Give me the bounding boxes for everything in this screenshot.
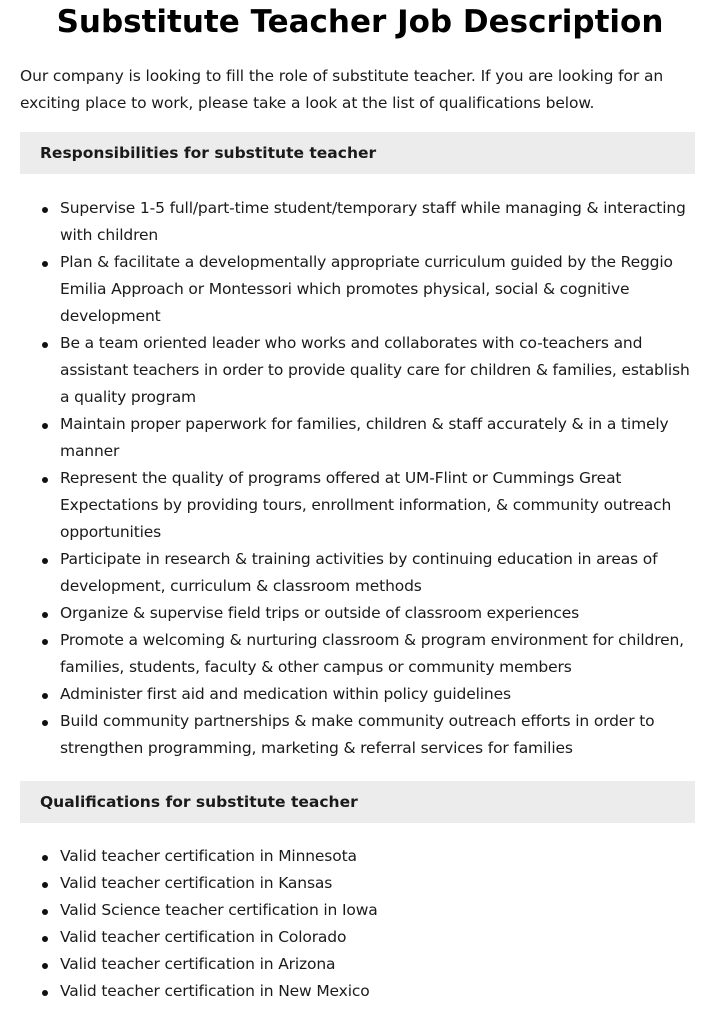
bullet-icon	[42, 720, 48, 726]
list-item-text: Valid Science teacher certification in Iowa	[60, 901, 378, 919]
responsibilities-list	[0, 195, 720, 762]
list-item	[60, 708, 700, 762]
list-item	[60, 897, 700, 924]
list-item-text: Plan & facilitate a developmentally appropriate curriculum guided by the Reggio Emilia Approach or Montessori which promotes physical, social & cognitive development	[60, 253, 673, 325]
list-item	[60, 951, 700, 978]
bullet-icon	[42, 423, 48, 429]
bullet-icon	[42, 342, 48, 348]
list-item	[60, 681, 700, 708]
qualifications-heading: Qualifications for substitute teacher	[20, 781, 695, 823]
bullet-icon	[42, 936, 48, 942]
list-item-text: Participate in research & training activities by continuing education in areas of development, curriculum & classroom methods	[60, 550, 658, 595]
bullet-icon	[42, 882, 48, 888]
list-item	[60, 924, 700, 951]
list-item	[60, 249, 700, 330]
list-item	[60, 627, 700, 681]
bullet-icon	[42, 693, 48, 699]
list-item	[60, 600, 700, 627]
list-item	[60, 843, 700, 870]
list-item-text: Be a team oriented leader who works and collaborates with co-teachers and assistant teachers in order to provide quality care for children & families, establish a quality program	[60, 334, 690, 406]
bullet-icon	[42, 261, 48, 267]
list-item-text: Represent the quality of programs offered at UM-Flint or Cummings Great Expectations by providing tours, enrollment information, & community outreach opportunities	[60, 469, 672, 541]
list-item-text: Valid teacher certification in Minnesota	[60, 847, 357, 865]
list-item	[60, 195, 700, 249]
bullet-icon	[42, 207, 48, 213]
list-item-text: Valid teacher certification in New Mexico	[60, 982, 370, 1000]
responsibilities-heading: Responsibilities for substitute teacher	[20, 132, 695, 174]
list-item-text: Valid teacher certification in Arizona	[60, 955, 336, 973]
list-item	[60, 870, 700, 897]
list-item-text: Valid teacher certification in Colorado	[60, 928, 347, 946]
bullet-icon	[42, 558, 48, 564]
bullet-icon	[42, 612, 48, 618]
list-item-text: Promote a welcoming & nurturing classroom & program environment for children, families, students, faculty & other campus or community members	[60, 631, 684, 676]
bullet-icon	[42, 963, 48, 969]
bullet-icon	[42, 477, 48, 483]
list-item-text: Maintain proper paperwork for families, children & staff accurately & in a timely manner	[60, 415, 669, 460]
list-item	[60, 546, 700, 600]
bullet-icon	[42, 639, 48, 645]
bullet-icon	[42, 855, 48, 861]
list-item-text: Valid teacher certification in Kansas	[60, 874, 333, 892]
list-item-text: Supervise 1-5 full/part-time student/temporary staff while managing & interacting with children	[60, 199, 686, 244]
page-title: Substitute Teacher Job Description	[56, 4, 664, 40]
list-item-text: Administer first aid and medication within policy guidelines	[60, 685, 511, 703]
list-item	[60, 330, 700, 411]
list-item	[60, 465, 700, 546]
bullet-icon	[42, 990, 48, 996]
bullet-icon	[42, 909, 48, 915]
list-item-text: Organize & supervise field trips or outside of classroom experiences	[60, 604, 580, 622]
qualifications-list	[0, 843, 720, 1005]
list-item	[60, 411, 700, 465]
list-item	[60, 978, 700, 1005]
intro-paragraph: Our company is looking to fill the role of substitute teacher. If you are looking for an exciting place to work, please take a look at the list of qualifications below.	[20, 67, 664, 112]
list-item-text: Build community partnerships & make community outreach efforts in order to strengthen programming, marketing & referral services for families	[60, 712, 655, 757]
